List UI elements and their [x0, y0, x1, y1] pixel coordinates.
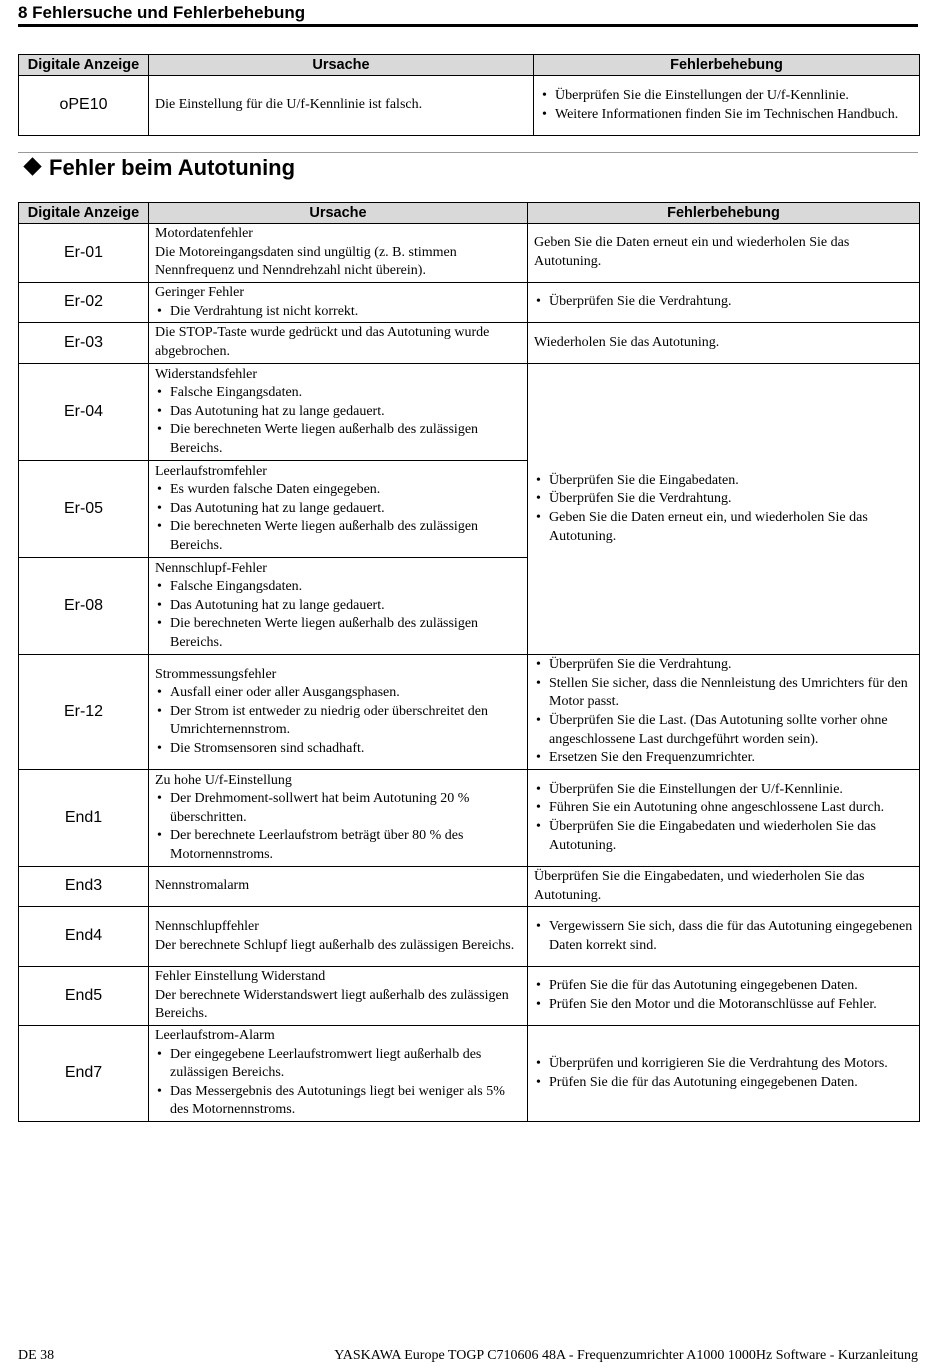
chapter-title: 8 Fehlersuche und Fehlerbehebung [18, 3, 306, 22]
cause-cell [149, 364, 528, 461]
fix-item: • Überprüfen und korrigieren Sie die Verdrahtung des Motors. [534, 1055, 915, 1074]
cause-cell [149, 655, 528, 770]
error-code: End4 [19, 907, 149, 967]
error-code: End3 [19, 867, 149, 907]
header-fix: Fehlerbehebung [534, 55, 920, 76]
cause-title: Nennschlupf-Fehler [155, 560, 267, 576]
table-row [19, 323, 920, 364]
table-row [19, 770, 920, 867]
cause-title: Leerlaufstrom-Alarm [155, 1028, 275, 1044]
fix-item: • Überprüfen Sie die Verdrahtung. [534, 656, 915, 675]
cause-title: Geringer Fehler [155, 284, 245, 300]
fix-item: • Überprüfen Sie die Einstellungen der U/f-Kennlinie. [540, 87, 915, 106]
cause-title: Zu hohe U/f-Einstellung [155, 772, 292, 788]
cause-item: • Falsche Eingangsdaten. [155, 384, 523, 403]
fix-text: Wiederholen Sie das Autotuning. [528, 323, 920, 364]
fix-item: • Überprüfen Sie die Last. (Das Autotuning sollte vorher ohne angeschlossene Last durchgeführt worden sein). [534, 712, 915, 749]
fix-item: • Ersetzen Sie den Frequenzumrichter. [534, 749, 915, 768]
error-code: Er-05 [19, 461, 149, 558]
cause-item: • Die berechneten Werte liegen außerhalb des zulässigen Bereichs. [155, 421, 523, 458]
error-code: End1 [19, 770, 149, 867]
cause-item: • Die Verdrahtung ist nicht korrekt. [155, 303, 523, 322]
error-code: End5 [19, 967, 149, 1026]
cause-item: • Es wurden falsche Daten eingegeben. [155, 481, 523, 500]
cause-item: • Der eingegebene Leerlaufstromwert liegt außerhalb des zulässigen Bereichs. [155, 1046, 523, 1083]
cause-cell [149, 283, 528, 323]
fix-item: • Prüfen Sie den Motor und die Motoranschlüsse auf Fehler. [534, 996, 915, 1015]
cause-title: Fehler Einstellung Widerstand [155, 969, 326, 985]
fix-item: • Überprüfen Sie die Verdrahtung. [534, 293, 915, 312]
cause-item: • Der Drehmoment-sollwert hat beim Autotuning 20 % überschritten. [155, 790, 523, 827]
cause-cell [149, 967, 528, 1026]
cause-title: Widerstandsfehler [155, 366, 258, 382]
header-display: Digitale Anzeige [19, 203, 149, 224]
cause-cell [149, 907, 528, 967]
table-row [19, 364, 920, 461]
header-cause: Ursache [149, 55, 534, 76]
cause-text: Die STOP-Taste wurde gedrückt und das Autotuning wurde abgebrochen. [149, 323, 528, 364]
table-header-row [19, 203, 920, 224]
cause-title: Nennschlupffehler [155, 918, 259, 934]
header-fix: Fehlerbehebung [528, 203, 920, 224]
autotuning-table [18, 202, 920, 1122]
cause-item: • Ausfall einer oder aller Ausgangsphasen. [155, 684, 523, 703]
table-row [19, 967, 920, 1026]
cause-text: Die Motoreingangsdaten sind ungültig (z. B. stimmen Nennfrequenz und Nenndrehzahl nicht überein). [155, 244, 457, 279]
table-row [19, 76, 920, 136]
cause-item: • Das Messergebnis des Autotunings liegt bei weniger als 5% des Motornennstroms. [155, 1083, 523, 1120]
fix-item: • Vergewissern Sie sich, dass die für das Autotuning eingegebenen Daten korrekt sind. [534, 918, 915, 955]
fix-item: • Geben Sie die Daten erneut ein, und wiederholen Sie das Autotuning. [534, 509, 915, 546]
error-code: oPE10 [19, 76, 149, 136]
fix-cell-shared [528, 364, 920, 655]
fix-cell [528, 770, 920, 867]
cause-cell [149, 1026, 528, 1122]
ope-table [18, 54, 920, 136]
diamond-bullet-icon [23, 157, 41, 175]
cause-text: Die Einstellung für die U/f-Kennlinie ist falsch. [149, 76, 534, 136]
fix-cell [534, 76, 920, 136]
fix-text: Geben Sie die Daten erneut ein und wiederholen Sie das Autotuning. [528, 224, 920, 283]
table-header-row [19, 55, 920, 76]
table-row [19, 1026, 920, 1122]
fix-cell [528, 655, 920, 770]
cause-item: • Der Strom ist entweder zu niedrig oder überschreitet den Umrichternennstrom. [155, 703, 523, 740]
chapter-rule [18, 24, 918, 27]
fix-item: • Stellen Sie sicher, dass die Nennleistung des Umrichters für den Motor passt. [534, 675, 915, 712]
error-code: Er-12 [19, 655, 149, 770]
cause-item: • Das Autotuning hat zu lange gedauert. [155, 597, 523, 616]
cause-item: • Die berechneten Werte liegen außerhalb des zulässigen Bereichs. [155, 615, 523, 652]
table-row [19, 867, 920, 907]
fix-item: • Überprüfen Sie die Eingabedaten. [534, 472, 915, 491]
table-row [19, 907, 920, 967]
cause-title: Leerlaufstromfehler [155, 463, 267, 479]
fix-item: • Führen Sie ein Autotuning ohne angeschlossene Last durch. [534, 799, 915, 818]
cause-item: • Das Autotuning hat zu lange gedauert. [155, 500, 523, 519]
fix-item: • Überprüfen Sie die Einstellungen der U/f-Kennlinie. [534, 781, 915, 800]
error-code: Er-08 [19, 558, 149, 655]
cause-item: • Das Autotuning hat zu lange gedauert. [155, 403, 523, 422]
cause-title: Strommessungsfehler [155, 666, 277, 682]
section-heading [22, 154, 295, 182]
fix-text: Überprüfen Sie die Eingabedaten, und wiederholen Sie das Autotuning. [528, 867, 920, 907]
cause-text: Der berechnete Widerstandswert liegt außerhalb des zulässigen Bereichs. [155, 987, 509, 1022]
cause-cell [149, 224, 528, 283]
fix-item: • Überprüfen Sie die Verdrahtung. [534, 490, 915, 509]
cause-cell [149, 558, 528, 655]
cause-text: Der berechnete Schlupf liegt außerhalb des zulässigen Bereichs. [155, 937, 515, 953]
fix-cell [528, 283, 920, 323]
cause-cell [149, 461, 528, 558]
error-code: Er-04 [19, 364, 149, 461]
error-code: End7 [19, 1026, 149, 1122]
cause-item: • Die berechneten Werte liegen außerhalb des zulässigen Bereichs. [155, 518, 523, 555]
cause-title: Motordatenfehler [155, 226, 253, 242]
error-code: Er-02 [19, 283, 149, 323]
cause-item: • Falsche Eingangsdaten. [155, 578, 523, 597]
fix-cell [528, 1026, 920, 1122]
cause-cell [149, 770, 528, 867]
cause-text: Nennstromalarm [149, 867, 528, 907]
error-code: Er-01 [19, 224, 149, 283]
table-row [19, 224, 920, 283]
fix-item: • Prüfen Sie die für das Autotuning eingegebenen Daten. [534, 1074, 915, 1093]
cause-item: • Die Stromsensoren sind schadhaft. [155, 740, 523, 759]
page-number: DE 38 [18, 1348, 55, 1363]
fix-cell [528, 907, 920, 967]
error-code: Er-03 [19, 323, 149, 364]
fix-cell [528, 967, 920, 1026]
header-cause: Ursache [149, 203, 528, 224]
table-row [19, 283, 920, 323]
header-display: Digitale Anzeige [19, 55, 149, 76]
fix-item: • Weitere Informationen finden Sie im Technischen Handbuch. [540, 106, 915, 125]
fix-item: • Prüfen Sie die für das Autotuning eingegebenen Daten. [534, 977, 915, 996]
cause-item: • Der berechnete Leerlaufstrom beträgt über 80 % des Motornennstroms. [155, 827, 523, 864]
fix-item: • Überprüfen Sie die Eingabedaten und wiederholen Sie das Autotuning. [534, 818, 915, 855]
section-rule [18, 152, 918, 153]
table-row [19, 655, 920, 770]
document-reference: YASKAWA Europe TOGP C710606 48A - Frequenzumrichter A1000 1000Hz Software - Kurzanleitung [334, 1348, 918, 1363]
section-title: Fehler beim Autotuning [49, 155, 296, 180]
